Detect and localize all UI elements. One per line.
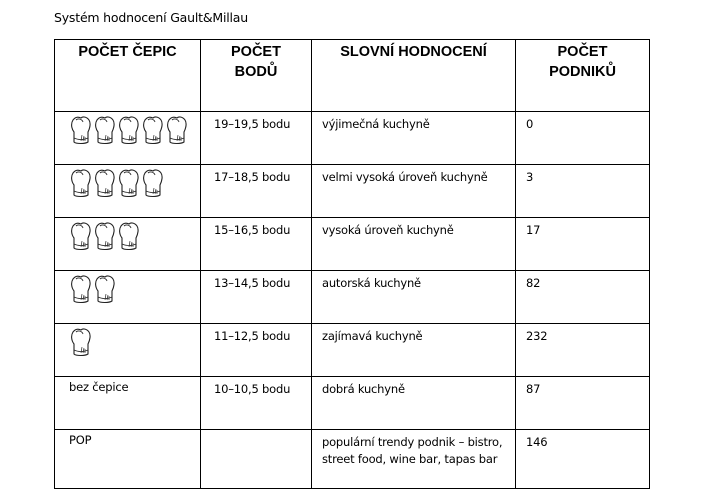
- chef-hat-icon: [69, 169, 92, 199]
- rating-cell: [312, 218, 516, 271]
- points-value: 11–12,5 bodu: [214, 329, 291, 343]
- rating-cell: [312, 112, 516, 165]
- table-row: [55, 377, 650, 430]
- rating-value: velmi vysoká úroveň kuchyně: [322, 170, 488, 184]
- count-value: 17: [526, 223, 541, 237]
- hats-group: [69, 326, 194, 358]
- table-row: [55, 430, 650, 489]
- hats-cell: [55, 271, 201, 324]
- count-cell: [516, 165, 650, 218]
- chef-hat-icon: [141, 116, 164, 146]
- header-points: POČET BODŮ: [201, 40, 312, 112]
- hats-cell: [55, 377, 201, 430]
- chef-hat-icon: [165, 116, 188, 146]
- points-cell: [201, 324, 312, 377]
- count-cell: [516, 271, 650, 324]
- count-cell: [516, 218, 650, 271]
- table-row: [55, 165, 650, 218]
- points-cell: [201, 271, 312, 324]
- hats-group: [69, 220, 194, 252]
- chef-hat-icon: [117, 222, 140, 252]
- table-row: [55, 112, 650, 165]
- rating-value: populární trendy podnik – bistro, street food, wine bar, tapas bar: [322, 435, 503, 466]
- hats-cell: [55, 165, 201, 218]
- rating-value: výjimečná kuchyně: [322, 117, 430, 131]
- count-cell: [516, 112, 650, 165]
- points-cell: [201, 430, 312, 489]
- rating-cell: [312, 377, 516, 430]
- hats-group: [69, 114, 194, 146]
- table-caption: Systém hodnocení Gault&Millau: [54, 10, 248, 25]
- table-row: [55, 324, 650, 377]
- count-value: 87: [526, 382, 541, 396]
- rating-value: autorská kuchyně: [322, 276, 421, 290]
- chef-hat-icon: [93, 222, 116, 252]
- hats-label: POP: [69, 433, 92, 447]
- rating-value: vysoká úroveň kuchyně: [322, 223, 454, 237]
- count-value: 3: [526, 170, 534, 184]
- hats-cell: [55, 218, 201, 271]
- points-value: 13–14,5 bodu: [214, 276, 291, 290]
- points-cell: [201, 218, 312, 271]
- hats-cell: [55, 112, 201, 165]
- points-cell: [201, 165, 312, 218]
- count-cell: [516, 377, 650, 430]
- rating-cell: [312, 324, 516, 377]
- rating-cell: [312, 430, 516, 489]
- points-value: 17–18,5 bodu: [214, 170, 291, 184]
- chef-hat-icon: [93, 169, 116, 199]
- chef-hat-icon: [93, 275, 116, 305]
- table-row: [55, 271, 650, 324]
- count-value: 82: [526, 276, 541, 290]
- chef-hat-icon: [69, 222, 92, 252]
- points-value: 19–19,5 bodu: [214, 117, 291, 131]
- rating-cell: [312, 165, 516, 218]
- hats-group: [69, 273, 194, 305]
- chef-hat-icon: [117, 169, 140, 199]
- rating-value: dobrá kuchyně: [322, 382, 405, 396]
- chef-hat-icon: [69, 328, 92, 358]
- hats-label: bez čepice: [69, 380, 129, 394]
- table-row: [55, 218, 650, 271]
- header-hats: POČET ČEPIC: [55, 40, 201, 112]
- header-row: [55, 40, 650, 112]
- points-value: 15–16,5 bodu: [214, 223, 291, 237]
- header-count: POČET PODNIKŮ: [516, 40, 650, 112]
- chef-hat-icon: [93, 116, 116, 146]
- count-value: 146: [526, 435, 548, 449]
- count-cell: [516, 430, 650, 489]
- count-value: 232: [526, 329, 548, 343]
- points-cell: [201, 112, 312, 165]
- chef-hat-icon: [69, 116, 92, 146]
- header-rating: SLOVNÍ HODNOCENÍ: [312, 40, 516, 112]
- points-value: 10–10,5 bodu: [214, 382, 291, 396]
- chef-hat-icon: [69, 275, 92, 305]
- hats-cell: [55, 430, 201, 489]
- count-value: 0: [526, 117, 534, 131]
- chef-hat-icon: [141, 169, 164, 199]
- points-cell: [201, 377, 312, 430]
- hats-group: [69, 167, 194, 199]
- chef-hat-icon: [117, 116, 140, 146]
- hats-cell: [55, 324, 201, 377]
- count-cell: [516, 324, 650, 377]
- rating-table: [54, 39, 650, 489]
- rating-cell: [312, 271, 516, 324]
- rating-value: zajímavá kuchyně: [322, 329, 423, 343]
